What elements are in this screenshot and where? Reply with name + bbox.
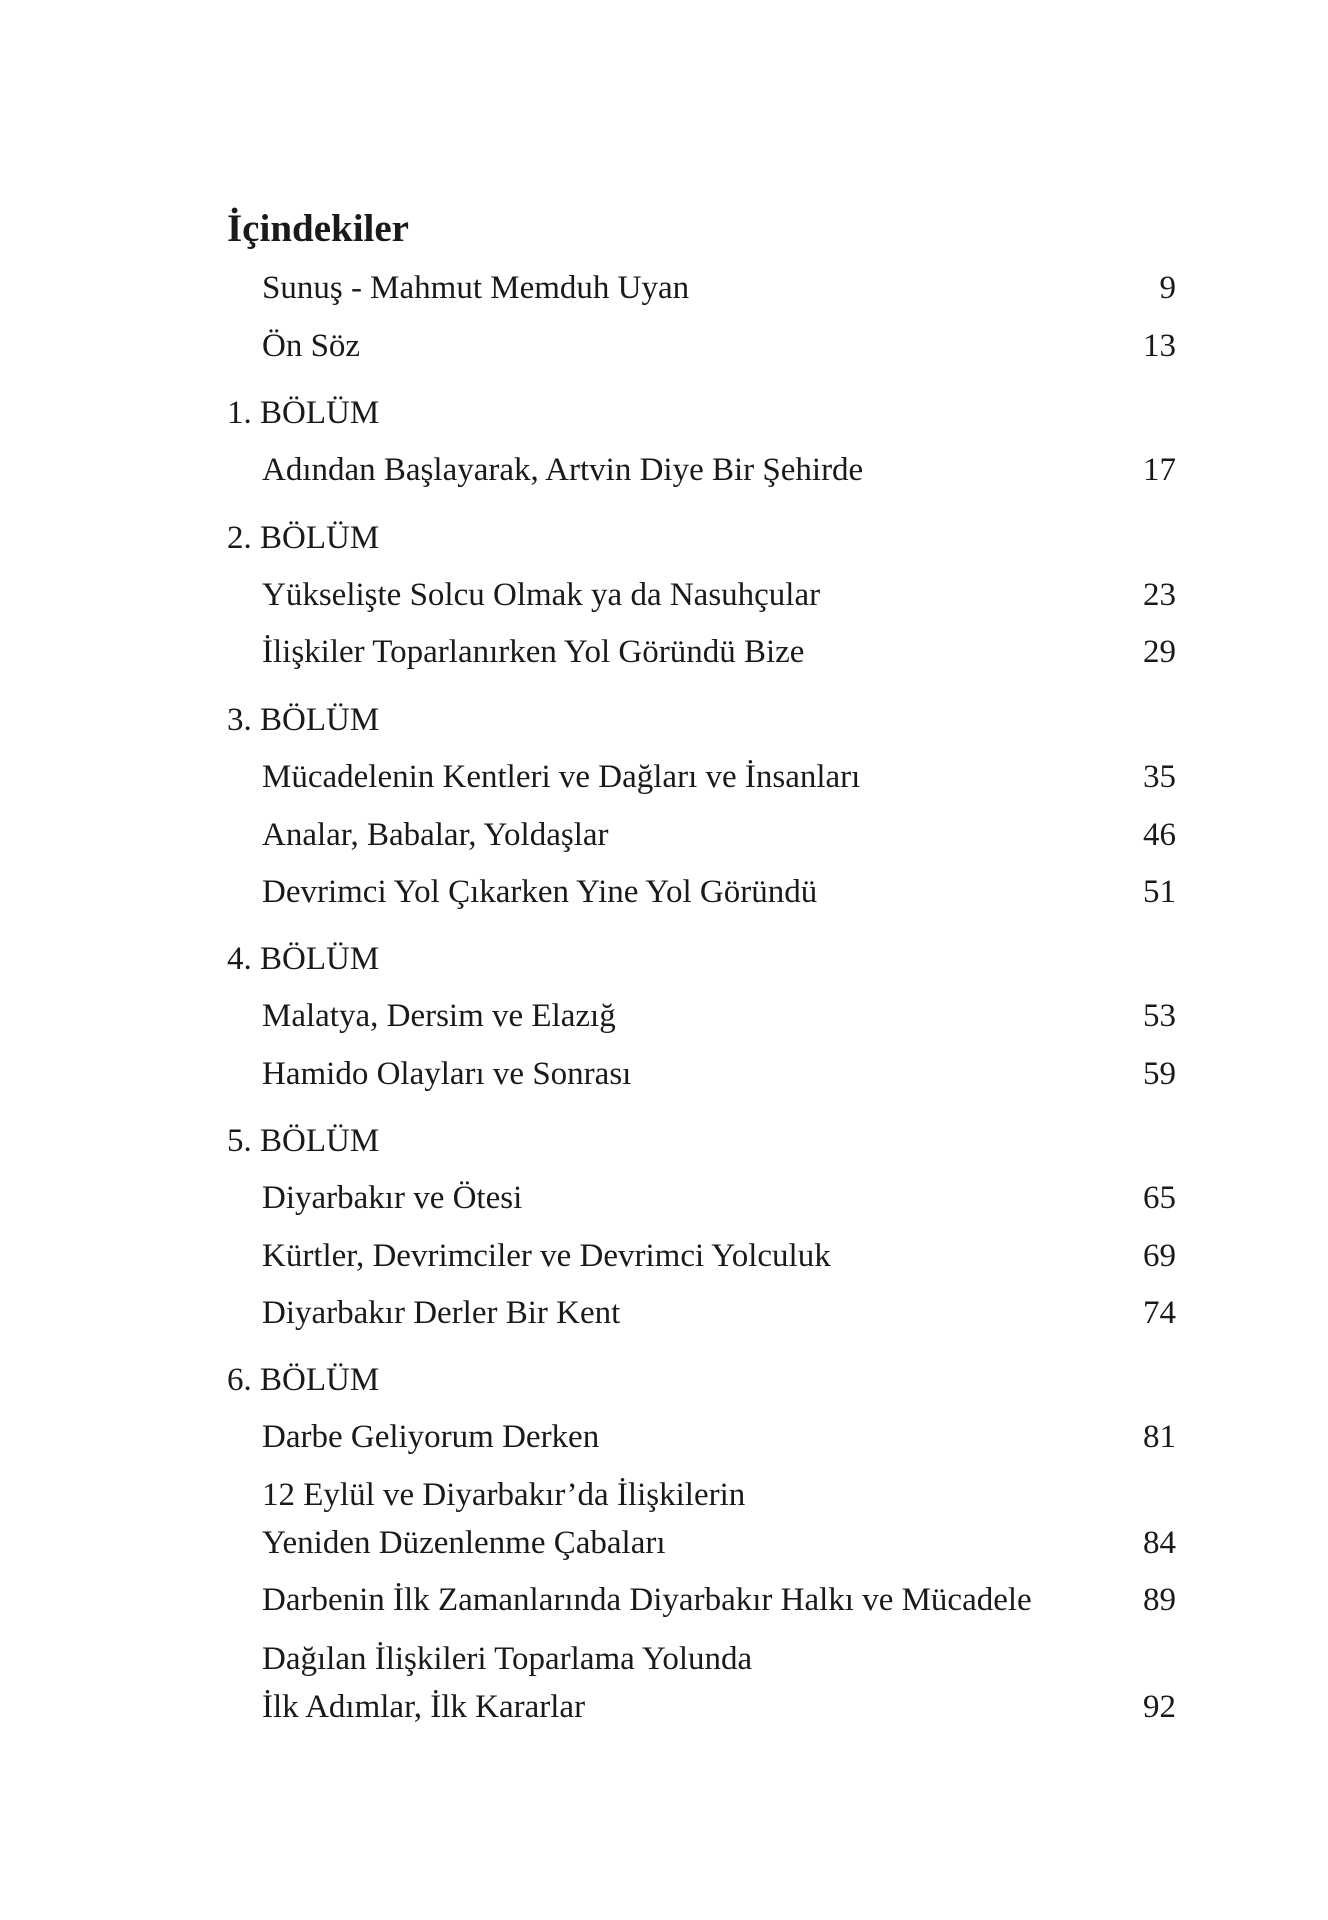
toc-page-number: 92: [1143, 1689, 1176, 1725]
chapter-heading: 3. BÖLÜM: [227, 702, 380, 738]
toc-entry-title: Sunuş - Mahmut Memduh Uyan: [262, 270, 690, 306]
toc-page-number: 89: [1143, 1582, 1176, 1618]
toc-title: İçindekiler: [227, 207, 409, 250]
toc-page-number: 23: [1143, 577, 1176, 613]
toc-entry-title-line2: Yeniden Düzenlenme Çabaları: [262, 1525, 666, 1561]
toc-entry-title: Darbe Geliyorum Derken: [262, 1419, 600, 1455]
toc-entry-title: Dağılan İlişkileri Toparlama Yolunda: [262, 1641, 753, 1677]
toc-page-number: 29: [1143, 634, 1176, 670]
toc-page-number: 46: [1143, 817, 1176, 853]
toc-page-number: 84: [1143, 1525, 1176, 1561]
toc-page-number: 17: [1143, 452, 1176, 488]
toc-page-number: 53: [1143, 998, 1176, 1034]
toc-entry-title: Devrimci Yol Çıkarken Yine Yol Göründü: [262, 874, 818, 910]
toc-entry-title: Kürtler, Devrimciler ve Devrimci Yolculuk: [262, 1238, 831, 1274]
chapter-heading: 5. BÖLÜM: [227, 1123, 380, 1159]
toc-page-number: 74: [1143, 1295, 1176, 1331]
toc-entry-title: Adından Başlayarak, Artvin Diye Bir Şehirde: [262, 452, 864, 488]
toc-page-number: 51: [1143, 874, 1176, 910]
toc-entry-title: Hamido Olayları ve Sonrası: [262, 1056, 632, 1092]
toc-entry-title: Analar, Babalar, Yoldaşlar: [262, 817, 609, 853]
toc-entry-title: Darbenin İlk Zamanlarında Diyarbakır Halkı ve Mücadele: [262, 1582, 1032, 1618]
chapter-heading: 4. BÖLÜM: [227, 941, 380, 977]
chapter-heading: 1. BÖLÜM: [227, 395, 380, 431]
toc-page-number: 13: [1143, 328, 1176, 364]
toc-entry-title: Diyarbakır Derler Bir Kent: [262, 1295, 621, 1331]
toc-entry-title: 12 Eylül ve Diyarbakır’da İlişkilerin: [262, 1477, 746, 1513]
toc-page-number: 81: [1143, 1419, 1176, 1455]
toc-entry-title: Malatya, Dersim ve Elazığ: [262, 998, 616, 1034]
toc-entry-title: Yükselişte Solcu Olmak ya da Nasuhçular: [262, 577, 821, 613]
toc-entry-title: İlişkiler Toparlanırken Yol Göründü Bize: [262, 634, 805, 670]
toc-page-number: 35: [1143, 759, 1176, 795]
toc-page-number: 9: [1159, 270, 1176, 306]
toc-entry-title: Mücadelenin Kentleri ve Dağları ve İnsanları: [262, 759, 861, 795]
chapter-heading: 6. BÖLÜM: [227, 1362, 380, 1398]
toc-page-number: 59: [1143, 1056, 1176, 1092]
toc-page-number: 65: [1143, 1180, 1176, 1216]
toc-page-number: 69: [1143, 1238, 1176, 1274]
chapter-heading: 2. BÖLÜM: [227, 520, 380, 556]
toc-entry-title: Ön Söz: [262, 328, 361, 364]
toc-entry-title-line2: İlk Adımlar, İlk Kararlar: [262, 1689, 586, 1725]
toc-entry-title: Diyarbakır ve Ötesi: [262, 1180, 523, 1216]
